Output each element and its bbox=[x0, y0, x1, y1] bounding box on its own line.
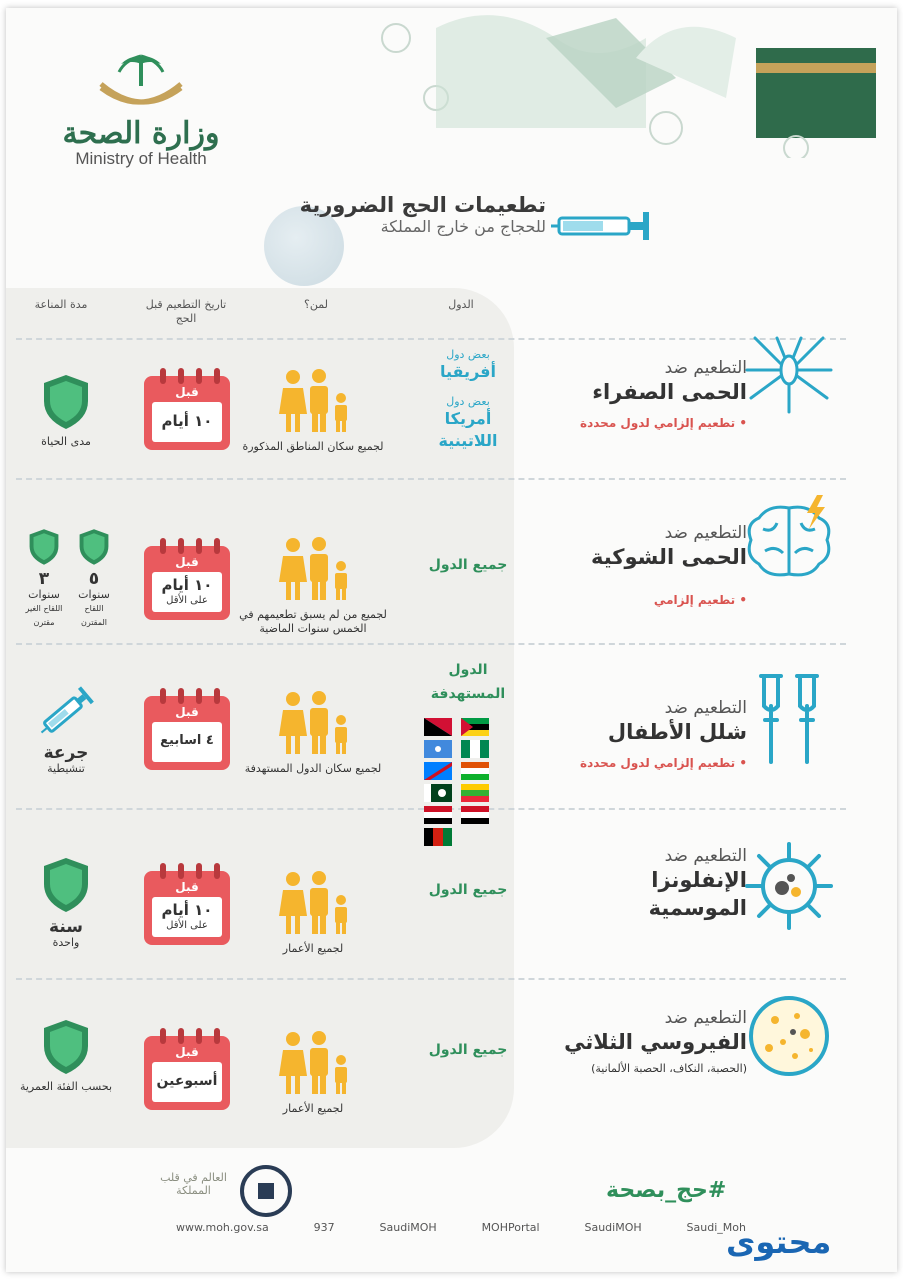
calendar-value: ٤ اسابيع bbox=[160, 733, 214, 748]
world-text: العالم في قلب المملكة bbox=[160, 1171, 227, 1197]
family-icon bbox=[273, 690, 353, 756]
brain-icon bbox=[739, 493, 839, 593]
calendar-header: قبل bbox=[175, 385, 199, 399]
title-block bbox=[246, 193, 546, 236]
countries-small-label: بعض دول bbox=[446, 395, 490, 408]
shield-icon bbox=[41, 1018, 91, 1076]
vaccine-prefix: التطعيم ضد bbox=[664, 1008, 747, 1028]
ministry-logo bbox=[56, 48, 226, 169]
calendar-meningitis bbox=[144, 538, 230, 620]
snapchat-link[interactable]: Saudi_Moh bbox=[686, 1221, 746, 1234]
page-subtitle: للحجاج من خارج المملكة bbox=[380, 217, 546, 236]
immunity-number: ٣ bbox=[38, 569, 50, 589]
who-text: لجميع سكان الدول المستهدفة bbox=[244, 762, 382, 775]
ministry-name-english: Ministry of Health bbox=[75, 149, 207, 168]
hajj-banner-illustration bbox=[376, 8, 897, 158]
vaccine-name: الحمى الشوكية bbox=[591, 545, 747, 569]
countries-big-label: أفريقيا bbox=[440, 362, 496, 381]
calendar-value: أسبوعين bbox=[156, 1073, 218, 1089]
immunity-meningitis bbox=[16, 528, 116, 630]
countries-meningitis bbox=[418, 553, 518, 577]
virus-icon bbox=[739, 836, 839, 936]
flag-yemen-icon bbox=[461, 806, 489, 824]
calendar-value: ١٠ أيام bbox=[161, 576, 213, 594]
world-in-kingdom-logo bbox=[156, 1163, 326, 1218]
countries-label: جميع الدول bbox=[428, 1042, 508, 1058]
immunity-small: تنشيطية bbox=[47, 762, 85, 775]
website-link[interactable]: www.moh.gov.sa bbox=[176, 1221, 269, 1234]
flag-niger-icon bbox=[461, 762, 489, 780]
vaccine-name: الإنفلونزا الموسمية bbox=[648, 868, 747, 920]
who-meningitis bbox=[238, 536, 388, 636]
vaccine-title-influenza bbox=[617, 846, 747, 922]
vaccine-note: • تطعيم إلزامي لدول محددة bbox=[580, 756, 747, 770]
palm-swords-icon bbox=[86, 48, 196, 118]
vaccine-title-polio bbox=[580, 698, 747, 770]
vaccine-note: • تطعيم إلزامي bbox=[653, 593, 747, 607]
calendar-subtext: على الأقل bbox=[166, 595, 208, 606]
immunity-desc: اللقاح الغير مقترن bbox=[25, 604, 63, 627]
who-polio bbox=[238, 690, 388, 776]
vaccine-prefix: التطعيم ضد bbox=[664, 698, 747, 718]
countries-yellow-fever bbox=[418, 348, 518, 452]
vaccine-title-mmr bbox=[564, 1008, 747, 1075]
vaccine-name: الفيروسي الثلاثي bbox=[564, 1030, 747, 1054]
who-mmr bbox=[238, 1030, 388, 1116]
flag-syria-icon bbox=[424, 806, 452, 824]
calendar-value: ١٠ أيام bbox=[161, 901, 213, 919]
family-icon bbox=[273, 536, 353, 602]
column-header-countries: الدول bbox=[448, 298, 474, 311]
syringe-booster-icon bbox=[34, 684, 98, 740]
family-icon bbox=[273, 870, 353, 936]
who-text: لجميع الأعمار bbox=[282, 1102, 344, 1115]
countries-label: جميع الدول bbox=[428, 882, 508, 898]
immunity-text: بحسب الفئة العمرية bbox=[19, 1080, 113, 1093]
crutches-icon bbox=[739, 670, 839, 770]
ministry-name-arabic: وزارة الصحة bbox=[62, 116, 220, 151]
immunity-big: سنة bbox=[49, 917, 83, 937]
countries-label: جميع الدول bbox=[428, 557, 508, 573]
countries-mmr bbox=[418, 1038, 518, 1062]
youtube-link[interactable]: MOHPortal bbox=[481, 1221, 540, 1234]
watermark-brand: محتوى bbox=[726, 1223, 832, 1261]
calendar-header: قبل bbox=[175, 880, 199, 894]
immunity-nonconjugate bbox=[16, 528, 72, 630]
kingdom-logo-icon bbox=[236, 1163, 296, 1218]
flag-mozambique-icon bbox=[461, 718, 489, 736]
calendar-value: ١٠ أيام bbox=[161, 412, 213, 430]
calendar-subtext: على الأقل bbox=[166, 920, 208, 931]
instagram-link[interactable]: SaudiMOH bbox=[584, 1221, 642, 1234]
infographic-sheet bbox=[6, 8, 897, 1272]
calendar-mmr bbox=[144, 1028, 230, 1110]
immunity-number: ٥ bbox=[88, 569, 100, 589]
flag-somalia-icon bbox=[424, 740, 452, 758]
flag-pakistan-icon bbox=[424, 784, 452, 802]
column-header-immunity: مدة المناعة bbox=[34, 298, 88, 311]
vaccine-prefix: التطعيم ضد bbox=[664, 523, 747, 543]
vaccine-parenthetical: (الحصبة، النكاف، الحصبة الألمانية) bbox=[591, 1062, 747, 1075]
calendar-yellow-fever bbox=[144, 368, 230, 450]
shield-icon bbox=[27, 528, 61, 566]
row-divider bbox=[16, 978, 846, 980]
vaccine-title-meningitis bbox=[591, 523, 747, 607]
who-influenza bbox=[238, 870, 388, 956]
calendar-influenza bbox=[144, 863, 230, 945]
immunity-desc: اللقاح المقترن bbox=[80, 604, 107, 627]
who-text: لجميع من لم يسبق تطعيمهم في الخمس سنوات الماضية bbox=[239, 608, 387, 635]
countries-small-label: بعض دول bbox=[446, 348, 490, 361]
row-divider bbox=[16, 338, 846, 340]
countries-influenza bbox=[418, 878, 518, 902]
mosquito-icon bbox=[739, 320, 839, 420]
flag-nigeria-icon bbox=[461, 740, 489, 758]
immunity-influenza bbox=[16, 856, 116, 950]
calendar-header: قبل bbox=[175, 555, 199, 569]
immunity-polio bbox=[16, 684, 116, 776]
flag-myanmar-icon bbox=[461, 784, 489, 802]
page-title: تطعيمات الحج الضرورية bbox=[299, 193, 546, 217]
twitter-link[interactable]: SaudiMOH bbox=[379, 1221, 437, 1234]
who-text: لجميع الأعمار bbox=[282, 942, 344, 955]
row-divider bbox=[16, 643, 846, 645]
shield-icon bbox=[77, 528, 111, 566]
who-text: لجميع سكان المناطق المذكورة bbox=[242, 440, 384, 453]
vaccine-title-yellow-fever bbox=[580, 358, 747, 430]
row-divider bbox=[16, 478, 846, 480]
vaccine-name: شلل الأطفال bbox=[607, 720, 747, 744]
who-yellow-fever bbox=[238, 368, 388, 454]
vaccine-note: • تطعيم إلزامي لدول محددة bbox=[580, 416, 747, 430]
column-header-timing: تاريخ التطعيم قبل الحج bbox=[145, 298, 227, 325]
target-country-flags bbox=[422, 716, 522, 848]
shield-icon bbox=[41, 856, 91, 914]
family-icon bbox=[273, 1030, 353, 1096]
flag-papua-new-guinea-icon bbox=[424, 718, 452, 736]
countries-label: الدول المستهدفة bbox=[430, 662, 506, 702]
immunity-conjugate bbox=[72, 528, 116, 630]
immunity-mmr bbox=[16, 1018, 116, 1094]
syringe-icon bbox=[551, 206, 661, 246]
immunity-unit: سنوات bbox=[78, 588, 110, 601]
phone-link[interactable]: 937 bbox=[313, 1221, 335, 1234]
calendar-polio bbox=[144, 688, 230, 770]
flag-dr-congo-icon bbox=[424, 762, 452, 780]
shield-icon bbox=[41, 373, 91, 431]
footer-links bbox=[176, 1221, 746, 1234]
vaccine-name: الحمى الصفراء bbox=[592, 380, 747, 404]
hashtag: #حج_بصحة bbox=[606, 1178, 727, 1203]
immunity-unit: سنوات bbox=[28, 588, 60, 601]
column-header-who: لمن؟ bbox=[304, 298, 328, 311]
calendar-header: قبل bbox=[175, 705, 199, 719]
virus-cell-icon bbox=[739, 986, 839, 1086]
family-icon bbox=[273, 368, 353, 434]
calendar-header: قبل bbox=[175, 1045, 199, 1059]
immunity-yellow-fever bbox=[16, 373, 116, 449]
countries-big-label: أمريكا اللاتينية bbox=[438, 409, 498, 450]
countries-polio bbox=[418, 658, 518, 706]
immunity-big: جرعة bbox=[43, 743, 89, 763]
vaccine-prefix: التطعيم ضد bbox=[664, 846, 747, 866]
immunity-small: واحدة bbox=[52, 936, 80, 949]
flag-afghanistan-icon bbox=[424, 828, 452, 846]
vaccine-prefix: التطعيم ضد bbox=[664, 358, 747, 378]
immunity-text: مدى الحياة bbox=[41, 435, 91, 448]
